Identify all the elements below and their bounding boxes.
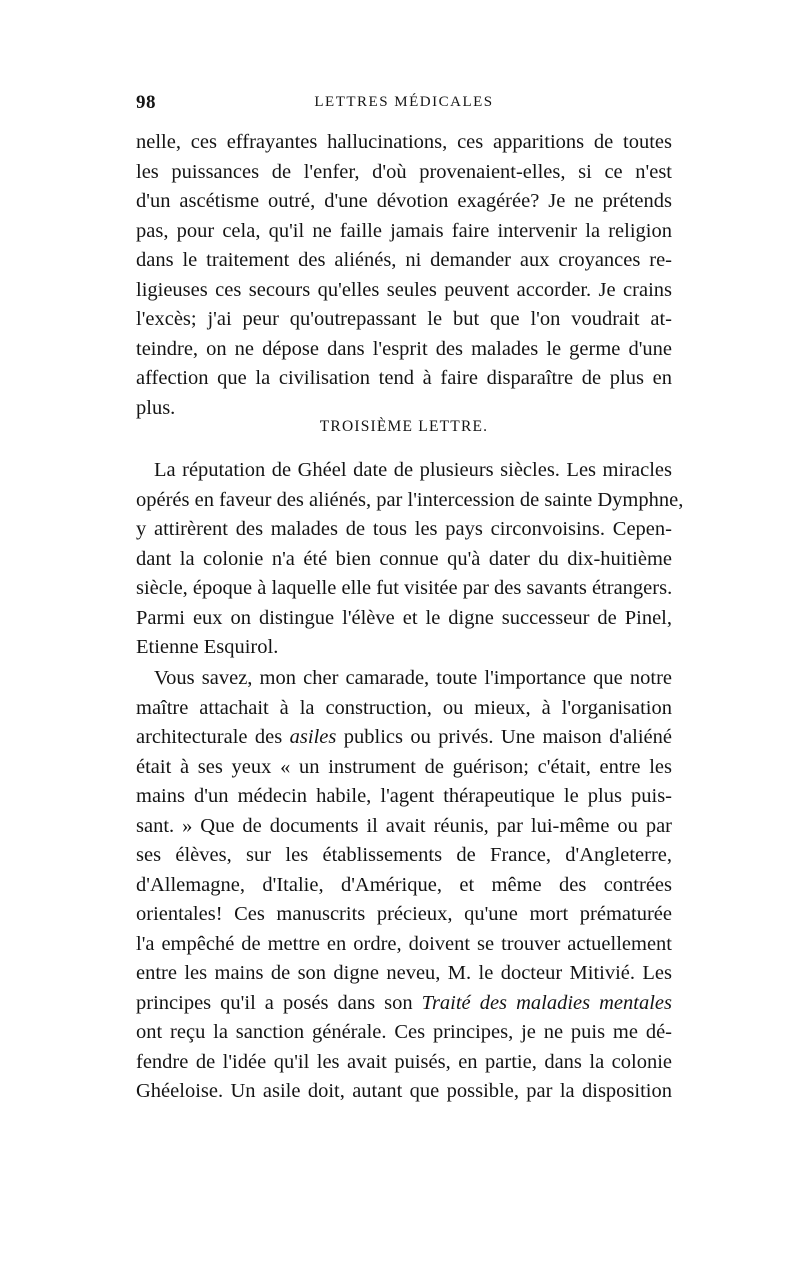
text-line: Ghéeloise. Un asile doit, autant que possible, par la disposition [136,1080,672,1102]
text-line: dans le traitement des aliénés, ni demander aux croyances re- [136,249,672,271]
page-header [136,92,672,116]
text-line: Vous savez, mon cher camarade, toute l'importance que notre [154,667,672,689]
running-head: LETTRES MÉDICALES [314,94,494,110]
text-line: fendre de l'idée qu'il les avait puisés, en partie, dans la colonie [136,1050,672,1073]
text-line: entre les mains de son digne neveu, M. le docteur Mitivié. Les [136,962,672,984]
text-line: y attirèrent des malades de tous les pays circonvoisins. Cepen- [136,518,672,540]
text-line: dant la colonie n'a été bien connue qu'à dater du dix-huitième [136,547,672,570]
text-line: siècle, époque à laquelle elle fut visitée par des savants étrangers. [136,577,673,599]
text-line: La réputation de Ghéel date de plusieurs siècles. Les miracles [154,459,672,481]
text-line: les puissances de l'enfer, d'où provenaient-elles, si ce n'est [136,160,672,183]
text-line [136,723,672,753]
text-line: d'un ascétisme outré, d'une dévotion exagérée? Je ne prétends [136,190,672,212]
text-line: nelle, ces effrayantes hallucinations, ces apparitions de toutes [136,131,672,153]
text-line: ont reçu la sanction générale. Ces principes, je ne puis me dé- [136,1021,672,1043]
text-line: affection que la civilisation tend à faire disparaître de plus en [136,367,672,389]
text-line: mains d'un médecin habile, l'agent thérapeutique le plus puis- [136,785,672,807]
text-line: Parmi eux on distingue l'élève et le digne successeur de Pinel, [136,606,672,629]
text-line: opérés en faveur des aliénés, par l'intercession de sainte Dymphne, [136,488,684,511]
text-line: l'excès; j'ai peur qu'outrepassant le but que l'on voudrait at- [136,308,672,330]
text-line: était à ses yeux « un instrument de guérison; c'était, entre les [136,755,672,778]
text-line: teindre, on ne dépose dans l'esprit des malades le germe d'une [136,337,672,360]
italic-title: Traité des maladies mentales [421,991,672,1014]
text-segment: principes qu'il a posés dans son [136,991,422,1014]
italic-word: asiles [289,726,337,748]
letter-paragraph-1 [136,456,684,663]
text-segment: publics ou privés. Une maison d'aliéné [336,726,672,748]
text-segment: architecturale des [136,726,290,748]
letter-paragraph-2 [136,664,672,1107]
text-line: ses élèves, sur les établissements de France, d'Angleterre, [136,844,672,866]
page-number: 98 [136,92,156,113]
text-line: pas, pour cela, qu'il ne faille jamais faire intervenir la religion [136,219,672,242]
section-title: TROISIÈME LETTRE. [319,418,489,435]
text-line: orientales! Ces manuscrits précieux, qu'une mort prématurée [136,903,672,925]
text-line: Etienne Esquirol. [136,636,279,658]
text-line: sant. » Que de documents il avait réunis, par lui-même ou par [136,814,672,837]
continued-paragraph [136,128,672,423]
text-line: plus. [136,396,176,419]
text-line [136,989,672,1019]
text-line: d'Allemagne, d'Italie, d'Amérique, et même des contrées [136,873,672,896]
text-line: ligieuses ces secours qu'elles seules peuvent accorder. Je crains [136,278,672,301]
text-line: l'a empêché de mettre en ordre, doivent se trouver actuellement [136,932,672,955]
text-line: maître attachait à la construction, ou mieux, à l'organisation [136,696,672,719]
